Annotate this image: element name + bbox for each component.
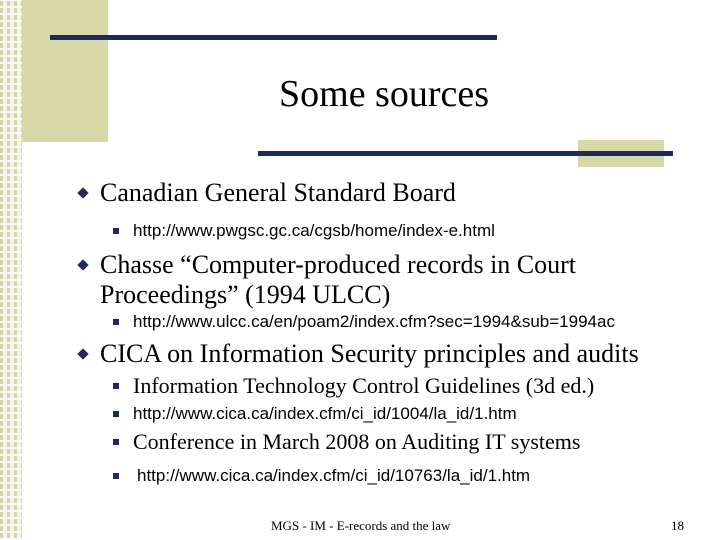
square-bullet-icon	[113, 319, 119, 325]
bullet-3-sub-4-text[interactable]: http://www.cica.ca/index.cfm/ci_id/10763/la_id/1.htm	[137, 466, 531, 485]
bullet-2-line-2	[100, 280, 390, 310]
diamond-bullet-icon	[77, 187, 88, 198]
page-number: 18	[671, 518, 684, 533]
square-bullet-icon	[113, 473, 119, 479]
bullet-1-text: Canadian General Standard Board	[100, 178, 456, 207]
diamond-bullet-icon	[77, 259, 88, 270]
title-rule-top	[50, 35, 497, 40]
slide-title: Some sources	[279, 73, 490, 115]
square-bullet-icon	[113, 228, 119, 234]
olive-box-top-decoration	[22, 0, 108, 142]
bullet-3-sub-4[interactable]	[137, 466, 530, 486]
bullet-2-sub-1-text[interactable]: http://www.ulcc.ca/en/poam2/index.cfm?sec=1994&sub=1994ac	[133, 312, 615, 331]
bullet-3-sub-3-text: Conference in March 2008 on Auditing IT systems	[133, 429, 581, 454]
bullet-2	[100, 250, 576, 280]
bullet-3-sub-1	[133, 373, 594, 399]
bullet-3-sub-1-text: Information Technology Control Guidelines (3d ed.)	[133, 373, 595, 398]
square-bullet-icon	[113, 439, 119, 445]
bullet-2-text-line-2: Proceedings” (1994 ULCC)	[100, 280, 391, 309]
left-stripe-decoration	[0, 0, 22, 540]
bullet-1-sub-1[interactable]	[133, 221, 495, 241]
diamond-bullet-icon	[77, 348, 88, 359]
square-bullet-icon	[113, 411, 119, 417]
footer-text: MGS - IM - E-records and the law	[271, 518, 451, 533]
bullet-3-text: CICA on Information Security principles and audits	[100, 339, 639, 368]
bullet-2-sub-1[interactable]	[133, 312, 615, 332]
bullet-3	[100, 339, 639, 369]
title-rule-bottom	[258, 151, 673, 156]
bullet-3-sub-2[interactable]	[133, 404, 517, 424]
bullet-1-sub-1-text[interactable]: http://www.pwgsc.gc.ca/cgsb/home/index-e.html	[133, 221, 495, 240]
bullet-1	[100, 178, 456, 208]
square-bullet-icon	[113, 383, 119, 389]
bullet-3-sub-3	[133, 429, 580, 455]
bullet-2-text-line-1: Chasse “Computer-produced records in Court	[100, 250, 577, 279]
bullet-3-sub-2-text[interactable]: http://www.cica.ca/index.cfm/ci_id/1004/la_id/1.htm	[133, 404, 517, 423]
